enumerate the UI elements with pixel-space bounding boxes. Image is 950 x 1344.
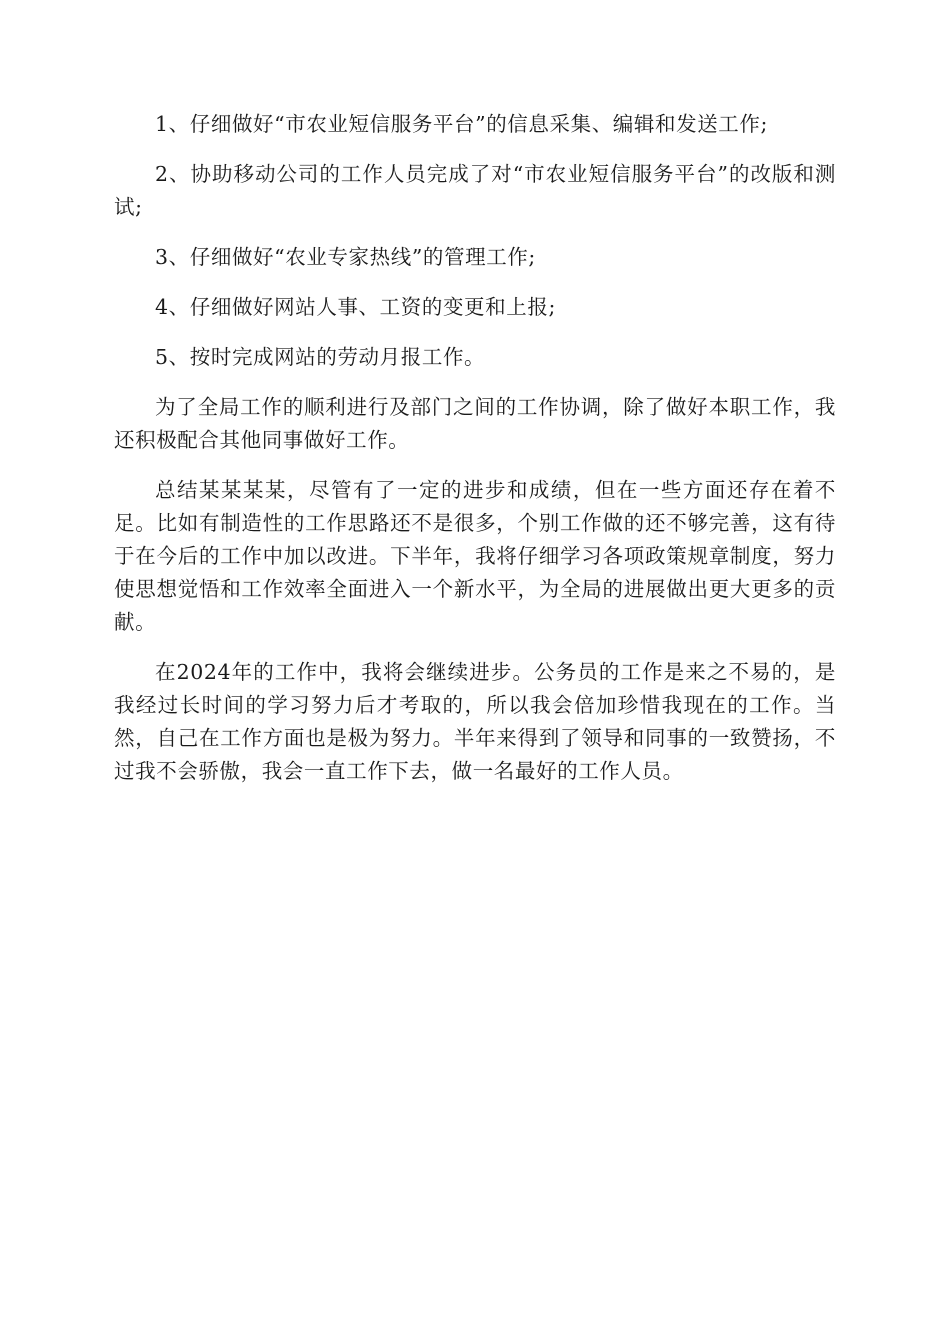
document-page	[114, 108, 836, 805]
list-item-4: 4、仔细做好网站人事、工资的变更和上报;	[155, 295, 556, 319]
list-item-1: 1、仔细做好“市农业短信服务平台”的信息采集、编辑和发送工作;	[155, 112, 769, 136]
paragraph-cooperation: 为了全局工作的顺利进行及部门之间的工作协调，除了做好本职工作，我还积极配合其他同事做好工作。	[114, 395, 836, 452]
list-item-3: 3、仔细做好“农业专家热线”的管理工作;	[155, 245, 536, 269]
list-item-5: 5、按时完成网站的劳动月报工作。	[155, 345, 486, 369]
paragraph-summary: 总结某某某某，尽管有了一定的进步和成绩，但在一些方面还存在着不足。比如有制造性的工作思路还不是很多，个别工作做的还不够完善，这有待于在今后的工作中加以改进。下半年，我将仔细学习各项政策规章制度，努力使思想觉悟和工作效率全面进入一个新水平，为全局的进展做出更大更多的贡献。	[114, 478, 836, 634]
list-item-2: 2、协助移动公司的工作人员完成了对“市农业短信服务平台”的改版和测试;	[114, 162, 836, 219]
paragraph-outlook: 在2024年的工作中，我将会继续进步。公务员的工作是来之不易的，是我经过长时间的学习努力后才考取的，所以我会倍加珍惜我现在的工作。当然，自己在工作方面也是极为努力。半年来得到了领导和同事的一致赞扬，不过我不会骄傲，我会一直工作下去，做一名最好的工作人员。	[114, 660, 836, 783]
